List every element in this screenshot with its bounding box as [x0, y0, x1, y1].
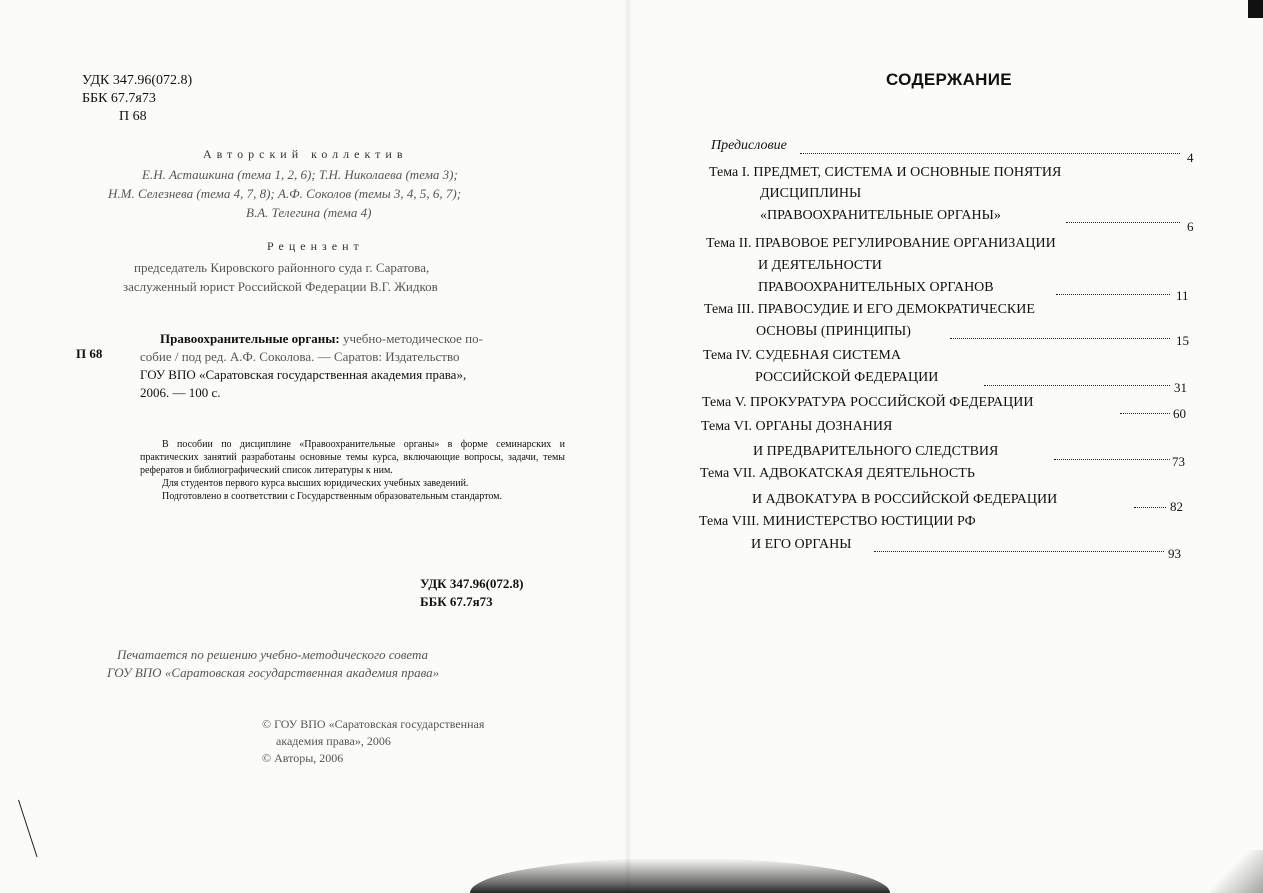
- toc-leader: [1054, 459, 1170, 460]
- toc-entry-6-line-1: Тема VI. ОРГАНЫ ДОЗНАНИЯ: [701, 419, 893, 434]
- reviewer-line-1: председатель Кировского районного суда г. Саратова,: [134, 260, 430, 275]
- toc-entry-6-line-2: И ПРЕДВАРИТЕЛЬНОГО СЛЕДСТВИЯ: [753, 444, 999, 459]
- toc-page-number: 15: [1176, 333, 1189, 348]
- toc-entry-4-line-2: РОССИЙСКОЙ ФЕДЕРАЦИИ: [755, 370, 939, 385]
- catalog-line-1-rest: учебно-методическое по-: [339, 331, 483, 346]
- authors-line-3: В.А. Телегина (тема 4): [246, 205, 372, 220]
- authors-line-1: Е.Н. Асташкина (тема 1, 2, 6); Т.Н. Николаева (тема 3);: [142, 167, 458, 182]
- toc-entry-2-line-1: Тема II. ПРАВОВОЕ РЕГУЛИРОВАНИЕ ОРГАНИЗАЦИИ: [706, 236, 1056, 251]
- authors-line-2: Н.М. Селезнева (тема 4, 7, 8); А.Ф. Соколов (темы 3, 4, 5, 6, 7);: [108, 186, 462, 201]
- toc-entry-1-line-2: ДИСЦИПЛИНЫ: [760, 186, 862, 201]
- catalog-title: Правоохранительные органы:: [160, 331, 340, 346]
- toc-entry-8-line-1: Тема VIII. МИНИСТЕРСТВО ЮСТИЦИИ РФ: [699, 514, 976, 529]
- author-sign: П 68: [119, 109, 147, 124]
- toc-leader: [1056, 294, 1170, 295]
- toc-entry-7-line-1: Тема VII. АДВОКАТСКАЯ ДЕЯТЕЛЬНОСТЬ: [700, 466, 975, 481]
- toc-page-number: 82: [1170, 499, 1183, 514]
- toc-entry-2-line-3: ПРАВООХРАНИТЕЛЬНЫХ ОРГАНОВ: [758, 280, 994, 295]
- toc-title: СОДЕРЖАНИЕ: [886, 70, 1012, 89]
- toc-page-number: 60: [1173, 406, 1186, 421]
- toc-entry-5-line-1: Тема V. ПРОКУРАТУРА РОССИЙСКОЙ ФЕДЕРАЦИИ: [702, 395, 1034, 410]
- toc-leader: [1066, 222, 1180, 223]
- bbk-code: ББК 67.7я73: [82, 91, 156, 106]
- toc-entry-7-line-2: И АДВОКАТУРА В РОССИЙСКОЙ ФЕДЕРАЦИИ: [752, 492, 1058, 507]
- toc-entry-2-line-2: И ДЕЯТЕЛЬНОСТИ: [758, 258, 882, 273]
- bbk-code-2: ББК 67.7я73: [420, 594, 493, 609]
- toc-page-number: 11: [1176, 288, 1189, 303]
- catalog-line-2: собие / под ред. А.Ф. Соколова. — Саратов: Издательство: [140, 349, 460, 364]
- annotation-para-3: Подготовлено в соответствии с Государственным образовательным стандартом.: [162, 491, 502, 502]
- annotation: [140, 438, 565, 503]
- toc-entry-4-line-1: Тема IV. СУДЕБНАЯ СИСТЕМА: [703, 348, 901, 363]
- toc-leader: [874, 551, 1164, 552]
- toc-leader: [984, 385, 1170, 386]
- toc-page-number: 93: [1168, 546, 1181, 561]
- toc-leader: [1134, 507, 1166, 508]
- scan-corner-shadow: [1210, 850, 1263, 893]
- catalog-line-1: [160, 331, 483, 347]
- authors-heading: Авторский коллектив: [203, 147, 408, 161]
- scan-corner-mark: [1248, 0, 1263, 18]
- toc-leader: [950, 338, 1170, 339]
- catalog-line-3: ГОУ ВПО «Саратовская государственная академия права»,: [140, 367, 467, 382]
- annotation-para-1: В пособии по дисциплине «Правоохранительные органы» в форме семинарских и практических занятий разработаны основные темы курса, включающие вопросы, задачи, темы рефератов и библиографический список литературы к ним.: [140, 439, 565, 476]
- toc-entry-preface: Предисловие: [711, 138, 787, 153]
- toc-page-number: 6: [1187, 219, 1194, 234]
- toc-page-number: 31: [1174, 380, 1187, 395]
- catalog-code: П 68: [76, 346, 103, 361]
- printed-by-line-2: ГОУ ВПО «Саратовская государственная академия права»: [107, 665, 440, 680]
- toc-entry-1-line-1: Тема I. ПРЕДМЕТ, СИСТЕМА И ОСНОВНЫЕ ПОНЯТИЯ: [709, 165, 1062, 180]
- toc-page-number: 4: [1187, 150, 1194, 165]
- toc-page-number: 73: [1172, 454, 1185, 469]
- catalog-line-4: 2006. — 100 с.: [140, 385, 221, 400]
- copyright-line-2: академия права», 2006: [276, 734, 391, 748]
- reviewer-line-2: заслуженный юрист Российской Федерации В.Г. Жидков: [123, 279, 438, 294]
- printed-by-line-1: Печатается по решению учебно-методического совета: [117, 647, 429, 662]
- copyright-line-3: © Авторы, 2006: [262, 751, 344, 765]
- toc-entry-3-line-2: ОСНОВЫ (ПРИНЦИПЫ): [756, 324, 911, 339]
- copyright-line-1: © ГОУ ВПО «Саратовская государственная: [262, 717, 485, 731]
- toc-entry-8-line-2: И ЕГО ОРГАНЫ: [751, 537, 852, 552]
- toc-entry-3-line-1: Тема III. ПРАВОСУДИЕ И ЕГО ДЕМОКРАТИЧЕСКИЕ: [704, 302, 1035, 317]
- udk-code-2: УДК 347.96(072.8): [420, 576, 524, 591]
- toc-leader: [1120, 413, 1170, 414]
- reviewer-heading: Рецензент: [267, 239, 364, 253]
- annotation-para-2: Для студентов первого курса высших юридических учебных заведений.: [162, 478, 469, 489]
- toc-leader: [800, 153, 1180, 154]
- page-edge-mark: [18, 800, 37, 857]
- toc-entry-1-line-3: «ПРАВООХРАНИТЕЛЬНЫЕ ОРГАНЫ»: [760, 208, 1001, 223]
- udk-code: УДК 347.96(072.8): [82, 73, 193, 88]
